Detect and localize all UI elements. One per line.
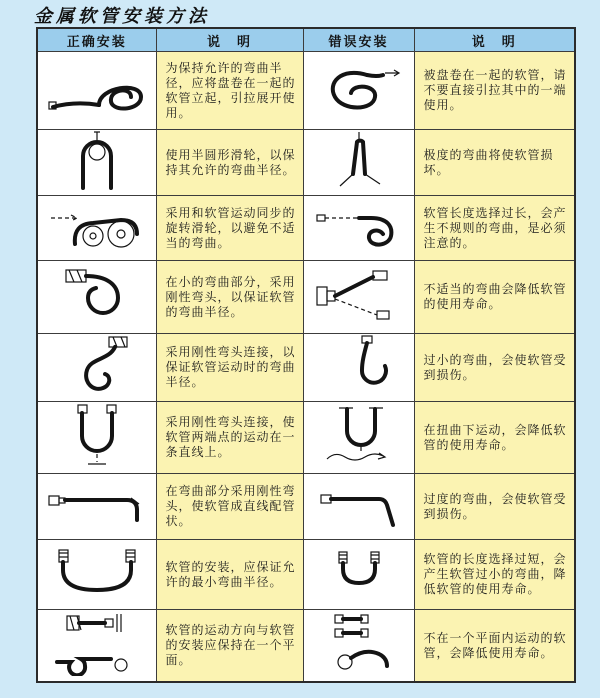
page-title: 金属软管安装方法 [34, 6, 210, 26]
correct-illustration-cell [37, 52, 156, 130]
correct-desc: 在小的弯曲部分，采用刚性弯头，以保证软管的弯曲半径。 [156, 261, 303, 334]
table-row [37, 474, 575, 540]
correct-desc: 使用半圆形滑轮，以保持其允许的弯曲半径。 [156, 130, 303, 196]
rigid-elbow-s-curve-icon [57, 334, 137, 396]
correct-desc: 采用刚性弯头连接，使软管两端点的运动在一条直线上。 [156, 402, 303, 474]
rotating-pulley-track-icon [45, 198, 149, 254]
hose-coil-pulled-end-icon [311, 59, 407, 117]
improper-fork-bend-icon [311, 265, 407, 325]
u-hose-inline-motion-icon [52, 402, 142, 468]
correct-illustration-cell [37, 196, 156, 261]
wrong-desc: 过小的弯曲，会使软管受到损伤。 [414, 334, 575, 402]
straight-hose-elbow-icon [45, 478, 149, 530]
wrong-desc: 极度的弯曲将使软管损坏。 [414, 130, 575, 196]
correct-illustration-cell [37, 474, 156, 540]
wrong-desc: 过度的弯曲，会使软管受到损伤。 [414, 474, 575, 540]
wrong-illustration-cell [303, 334, 414, 402]
overbent-l-hose-icon [313, 475, 405, 533]
wrong-illustration-cell [303, 261, 414, 334]
correct-illustration-cell [37, 540, 156, 610]
table-row [37, 196, 575, 261]
header-row [37, 28, 575, 52]
correct-illustration-cell [37, 402, 156, 474]
excess-length-loop-icon [313, 198, 405, 254]
semicircular-pulley-icon [57, 130, 137, 190]
planar-trap-hose-icon [45, 610, 149, 676]
correct-desc: 软管的运动方向与软管的安装应保持在一个平面。 [156, 610, 303, 683]
header-description-1: 说 明 [156, 28, 303, 52]
hose-coil-unrolled-icon [45, 57, 149, 119]
table-row [37, 540, 575, 610]
extreme-sharp-bend-icon [324, 130, 394, 190]
table-row [37, 130, 575, 196]
too-small-bend-hook-icon [324, 334, 394, 396]
table-row [37, 402, 575, 474]
wrong-desc: 不适当的弯曲会降低软管的使用寿命。 [414, 261, 575, 334]
wrong-desc: 软管长度选择过长，会产生不规则的弯曲，是必须注意的。 [414, 196, 575, 261]
header-correct-install: 正确安装 [37, 28, 156, 52]
short-u-hose-icon [319, 546, 399, 598]
table-row [37, 334, 575, 402]
correct-desc: 在弯曲部分采用刚性弯头，使软管成直线配管状。 [156, 474, 303, 540]
wrong-illustration-cell [303, 130, 414, 196]
table-row [37, 52, 575, 130]
wrong-desc: 软管的长度选择过短，会产生软管过小的弯曲，降低软管的使用寿命。 [414, 540, 575, 610]
twisted-u-hose-icon [311, 403, 407, 467]
correct-desc: 软管的安装，应保证允许的最小弯曲半径。 [156, 540, 303, 610]
wrong-illustration-cell [303, 610, 414, 683]
wide-u-hose-icon [45, 544, 149, 600]
rigid-elbow-small-bend-icon [52, 262, 142, 328]
installation-methods-table [36, 27, 576, 683]
wrong-illustration-cell [303, 196, 414, 261]
wrong-illustration-cell [303, 474, 414, 540]
wrong-illustration-cell [303, 52, 414, 130]
table-row [37, 610, 575, 683]
wrong-desc: 被盘卷在一起的软管，请不要直接引拉其中的一端使用。 [414, 52, 575, 130]
non-planar-hose-icon [313, 610, 405, 676]
wrong-illustration-cell [303, 540, 414, 610]
correct-illustration-cell [37, 130, 156, 196]
correct-desc: 采用和软管运动同步的旋转滑轮，以避免不适当的弯曲。 [156, 196, 303, 261]
correct-illustration-cell [37, 334, 156, 402]
correct-desc: 采用刚性弯头连接，以保证软管运动时的弯曲半径。 [156, 334, 303, 402]
correct-illustration-cell [37, 261, 156, 334]
wrong-illustration-cell [303, 402, 414, 474]
correct-desc: 为保持允许的弯曲半径，应将盘卷在一起的软管立起，引拉展开使用。 [156, 52, 303, 130]
header-description-2: 说 明 [414, 28, 575, 52]
header-wrong-install: 错误安装 [303, 28, 414, 52]
table-row [37, 261, 575, 334]
correct-illustration-cell [37, 610, 156, 683]
wrong-desc: 在扭曲下运动，会降低软管的使用寿命。 [414, 402, 575, 474]
wrong-desc: 不在一个平面内运动的软管，会降低使用寿命。 [414, 610, 575, 683]
